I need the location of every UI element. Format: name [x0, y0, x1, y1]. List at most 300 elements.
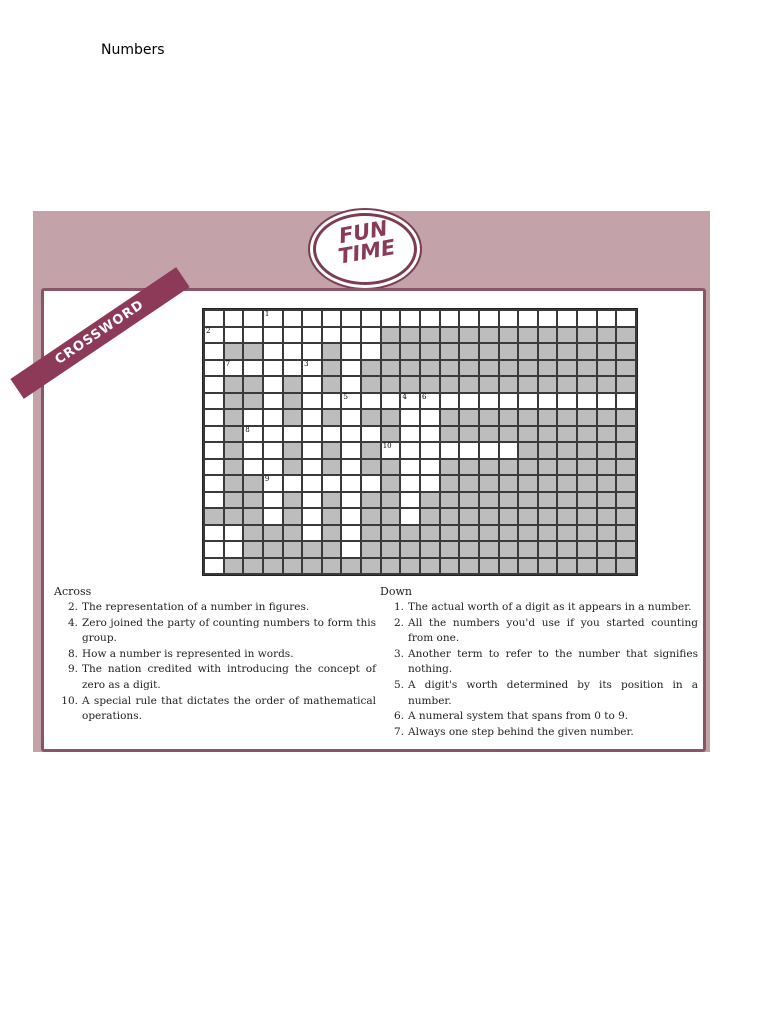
crossword-cell[interactable]: [323, 476, 341, 491]
crossword-cell[interactable]: [264, 509, 282, 524]
crossword-cell: [598, 460, 616, 475]
crossword-cell: [500, 460, 518, 475]
crossword-cell: [244, 526, 262, 541]
across-clues: [54, 585, 376, 725]
crossword-cell[interactable]: [264, 460, 282, 475]
crossword-cell: [539, 344, 557, 359]
crossword-cell: [539, 476, 557, 491]
crossword-cell: [303, 542, 321, 557]
crossword-cell: [460, 427, 478, 442]
crossword-cell: [539, 443, 557, 458]
crossword-cell[interactable]: [225, 361, 243, 376]
crossword-cell: [362, 377, 380, 392]
crossword-cell: [500, 344, 518, 359]
clue-number: 5.: [393, 678, 404, 691]
crossword-cell: [421, 361, 439, 376]
crossword-cell: [558, 443, 576, 458]
crossword-cell: [362, 410, 380, 425]
clue-number-label: 4: [402, 392, 407, 401]
crossword-cell: [460, 460, 478, 475]
crossword-cell: [323, 344, 341, 359]
crossword-cell[interactable]: [401, 493, 419, 508]
crossword-cell[interactable]: [284, 361, 302, 376]
clue-text: A special rule that dictates the order of mathematical operations.: [82, 694, 376, 723]
crossword-cell[interactable]: [303, 509, 321, 524]
crossword-cell[interactable]: [362, 344, 380, 359]
crossword-cell[interactable]: [362, 394, 380, 409]
crossword-cell: [382, 476, 400, 491]
crossword-cell: [441, 361, 459, 376]
crossword-cell[interactable]: [323, 427, 341, 442]
crossword-cell: [225, 443, 243, 458]
crossword-cell[interactable]: [342, 542, 360, 557]
crossword-cell: [519, 460, 537, 475]
crossword-cell[interactable]: [342, 476, 360, 491]
crossword-cell: [460, 542, 478, 557]
across-clue-list: [54, 600, 376, 725]
across-heading: Across: [54, 585, 92, 598]
crossword-card: [41, 288, 706, 752]
crossword-cell[interactable]: [362, 427, 380, 442]
crossword-cell: [460, 493, 478, 508]
crossword-cell: [598, 361, 616, 376]
crossword-cell[interactable]: [303, 344, 321, 359]
crossword-cell[interactable]: [342, 509, 360, 524]
crossword-cell[interactable]: [205, 493, 223, 508]
crossword-cell[interactable]: [500, 311, 518, 326]
crossword-cell[interactable]: [303, 493, 321, 508]
crossword-cell[interactable]: [421, 476, 439, 491]
crossword-cell[interactable]: [205, 328, 223, 343]
crossword-cell: [578, 427, 596, 442]
crossword-cell[interactable]: [558, 394, 576, 409]
crossword-cell[interactable]: [303, 311, 321, 326]
crossword-cell[interactable]: [500, 443, 518, 458]
crossword-cell[interactable]: [342, 394, 360, 409]
crossword-cell: [323, 509, 341, 524]
crossword-cell: [401, 328, 419, 343]
crossword-cell[interactable]: [323, 311, 341, 326]
crossword-cell[interactable]: [205, 394, 223, 409]
crossword-cell: [284, 460, 302, 475]
crossword-cell[interactable]: [303, 526, 321, 541]
crossword-cell: [558, 361, 576, 376]
down-clue-list: [380, 600, 698, 740]
crossword-cell[interactable]: [244, 311, 262, 326]
crossword-cell: [382, 542, 400, 557]
crossword-cell: [421, 344, 439, 359]
crossword-cell[interactable]: [264, 427, 282, 442]
crossword-cell[interactable]: [284, 427, 302, 442]
crossword-cell: [480, 526, 498, 541]
crossword-cell[interactable]: [598, 394, 616, 409]
crossword-cell: [342, 559, 360, 574]
crossword-cell[interactable]: [617, 311, 635, 326]
crossword-cell: [284, 509, 302, 524]
crossword-cell: [323, 542, 341, 557]
crossword-cell[interactable]: [342, 410, 360, 425]
crossword-cell[interactable]: [264, 443, 282, 458]
crossword-cell[interactable]: [284, 344, 302, 359]
crossword-cell[interactable]: [539, 311, 557, 326]
crossword-cell: [598, 377, 616, 392]
crossword-cell[interactable]: [401, 476, 419, 491]
crossword-cell: [539, 377, 557, 392]
crossword-cell: [441, 476, 459, 491]
crossword-cell: [617, 443, 635, 458]
crossword-cell: [421, 328, 439, 343]
crossword-cell: [519, 526, 537, 541]
crossword-cell: [441, 493, 459, 508]
crossword-cell: [225, 427, 243, 442]
crossword-cell[interactable]: [421, 443, 439, 458]
crossword-cell[interactable]: [205, 361, 223, 376]
crossword-cell[interactable]: [205, 377, 223, 392]
crossword-cell[interactable]: [264, 344, 282, 359]
crossword-cell[interactable]: [460, 311, 478, 326]
crossword-cell[interactable]: [342, 344, 360, 359]
crossword-cell[interactable]: [342, 377, 360, 392]
crossword-cell: [323, 361, 341, 376]
crossword-cell: [578, 377, 596, 392]
crossword-cell: [421, 509, 439, 524]
crossword-cell[interactable]: [362, 476, 380, 491]
crossword-cell: [578, 410, 596, 425]
crossword-cell: [225, 559, 243, 574]
crossword-cell[interactable]: [421, 311, 439, 326]
down-clue: [380, 600, 698, 616]
crossword-cell: [598, 328, 616, 343]
crossword-cell[interactable]: [421, 410, 439, 425]
crossword-cell: [539, 427, 557, 442]
across-clue: [54, 600, 376, 616]
crossword-cell[interactable]: [342, 427, 360, 442]
crossword-cell[interactable]: [264, 476, 282, 491]
clue-number-label: 1: [264, 310, 270, 318]
crossword-cell: [244, 377, 262, 392]
crossword-cell[interactable]: [225, 526, 243, 541]
crossword-cell: [558, 460, 576, 475]
crossword-cell: [617, 526, 635, 541]
crossword-cell: [244, 542, 262, 557]
crossword-cell: [578, 509, 596, 524]
crossword-cell[interactable]: [539, 394, 557, 409]
crossword-cell[interactable]: [342, 443, 360, 458]
crossword-cell: [401, 344, 419, 359]
clue-text: All the numbers you'd use if you started counting from one.: [408, 616, 698, 645]
crossword-cell[interactable]: [244, 361, 262, 376]
crossword-cell[interactable]: [401, 460, 419, 475]
crossword-cell[interactable]: [205, 344, 223, 359]
crossword-cell[interactable]: [342, 361, 360, 376]
crossword-cell[interactable]: [578, 394, 596, 409]
crossword-cell[interactable]: [362, 311, 380, 326]
crossword-cell: [500, 559, 518, 574]
crossword-cell: [480, 361, 498, 376]
crossword-cell: [441, 542, 459, 557]
clue-number-label: 8: [245, 425, 250, 434]
crossword-cell: [244, 509, 262, 524]
crossword-cell[interactable]: [303, 443, 321, 458]
crossword-cell: [460, 509, 478, 524]
crossword-cell: [578, 443, 596, 458]
down-clue: [380, 678, 698, 709]
crossword-cell[interactable]: [264, 377, 282, 392]
crossword-cell: [519, 476, 537, 491]
crossword-cell: [617, 559, 635, 574]
crossword-cell[interactable]: [205, 311, 223, 326]
crossword-cell[interactable]: [244, 460, 262, 475]
crossword-cell: [323, 493, 341, 508]
crossword-cell[interactable]: [303, 476, 321, 491]
crossword-cell[interactable]: [401, 410, 419, 425]
crossword-ribbon: CROSSWORD: [10, 267, 189, 399]
crossword-cell: [558, 328, 576, 343]
crossword-cell[interactable]: [225, 328, 243, 343]
crossword-cell[interactable]: [205, 559, 223, 574]
crossword-cell[interactable]: [441, 311, 459, 326]
crossword-cell[interactable]: [244, 328, 262, 343]
crossword-cell: [539, 493, 557, 508]
crossword-cell[interactable]: [617, 394, 635, 409]
crossword-cell[interactable]: [441, 394, 459, 409]
crossword-cell[interactable]: [284, 311, 302, 326]
crossword-cell: [480, 328, 498, 343]
crossword-cell: [362, 443, 380, 458]
crossword-cell[interactable]: [401, 427, 419, 442]
crossword-cell[interactable]: [342, 328, 360, 343]
crossword-cell: [460, 526, 478, 541]
crossword-cell[interactable]: [303, 460, 321, 475]
crossword-cell: [539, 559, 557, 574]
crossword-cell: [382, 410, 400, 425]
crossword-cell: [519, 410, 537, 425]
crossword-cell[interactable]: [578, 311, 596, 326]
crossword-cell[interactable]: [401, 509, 419, 524]
clue-text: The representation of a number in figures.: [82, 601, 310, 613]
crossword-cell: [617, 410, 635, 425]
clue-number: 4.: [67, 616, 78, 629]
crossword-cell: [460, 377, 478, 392]
clue-number-label: 10: [382, 442, 392, 450]
crossword-cell: [500, 410, 518, 425]
crossword-cell: [362, 526, 380, 541]
crossword-cell[interactable]: [303, 427, 321, 442]
crossword-cell[interactable]: [205, 443, 223, 458]
clue-text: Another term to refer to the number that signifies nothing.: [408, 647, 698, 676]
crossword-cell: [460, 559, 478, 574]
crossword-cell: [598, 526, 616, 541]
document-heading: Numbers: [101, 42, 165, 58]
crossword-cell: [519, 361, 537, 376]
crossword-cell: [225, 460, 243, 475]
crossword-cell[interactable]: [558, 311, 576, 326]
crossword-cell: [539, 410, 557, 425]
crossword-cell[interactable]: [244, 443, 262, 458]
crossword-cell: [284, 542, 302, 557]
crossword-cell[interactable]: [284, 476, 302, 491]
crossword-cell: [519, 493, 537, 508]
crossword-cell[interactable]: [205, 542, 223, 557]
crossword-cell[interactable]: [382, 443, 400, 458]
crossword-cell: [244, 476, 262, 491]
fun-time-badge: [313, 213, 417, 285]
crossword-cell[interactable]: [480, 311, 498, 326]
crossword-cell: [225, 509, 243, 524]
clue-number: 3.: [393, 647, 404, 660]
crossword-cell[interactable]: [441, 443, 459, 458]
crossword-cell[interactable]: [421, 427, 439, 442]
crossword-cell[interactable]: [225, 542, 243, 557]
crossword-cell: [284, 559, 302, 574]
crossword-cell[interactable]: [323, 394, 341, 409]
crossword-cell[interactable]: [205, 526, 223, 541]
crossword-cell: [539, 328, 557, 343]
crossword-cell[interactable]: [264, 361, 282, 376]
clue-number-label: 5: [343, 392, 348, 401]
crossword-cell: [500, 509, 518, 524]
crossword-cell: [323, 443, 341, 458]
crossword-cell[interactable]: [264, 328, 282, 343]
crossword-cell: [578, 493, 596, 508]
crossword-cell[interactable]: [421, 460, 439, 475]
crossword-cell: [539, 509, 557, 524]
crossword-cell[interactable]: [480, 394, 498, 409]
crossword-cell: [617, 509, 635, 524]
crossword-cell: [284, 443, 302, 458]
clue-text: How a number is represented in words.: [82, 647, 294, 660]
crossword-cell: [519, 542, 537, 557]
crossword-cell: [401, 377, 419, 392]
crossword-cell: [558, 526, 576, 541]
clue-number-label: 2: [206, 326, 211, 335]
crossword-cell: [460, 476, 478, 491]
crossword-cell: [382, 559, 400, 574]
crossword-cell[interactable]: [264, 493, 282, 508]
crossword-cell: [598, 427, 616, 442]
crossword-cell[interactable]: [421, 394, 439, 409]
crossword-cell[interactable]: [303, 328, 321, 343]
crossword-cell[interactable]: [244, 427, 262, 442]
crossword-cell: [480, 559, 498, 574]
crossword-cell[interactable]: [303, 361, 321, 376]
crossword-cell: [225, 410, 243, 425]
crossword-cell: [421, 542, 439, 557]
crossword-cell: [225, 344, 243, 359]
crossword-cell[interactable]: [303, 410, 321, 425]
crossword-cell: [362, 509, 380, 524]
crossword-cell[interactable]: [460, 394, 478, 409]
crossword-cell: [598, 476, 616, 491]
crossword-cell[interactable]: [264, 311, 282, 326]
crossword-cell: [500, 427, 518, 442]
crossword-cell: [244, 559, 262, 574]
crossword-cell[interactable]: [205, 460, 223, 475]
clue-number: 6.: [393, 710, 404, 723]
crossword-cell: [362, 361, 380, 376]
clue-number-label: 6: [422, 392, 427, 401]
crossword-cell[interactable]: [519, 394, 537, 409]
crossword-cell[interactable]: [264, 394, 282, 409]
crossword-cell: [225, 476, 243, 491]
crossword-cell[interactable]: [401, 394, 419, 409]
crossword-cell: [382, 361, 400, 376]
crossword-cell: [382, 328, 400, 343]
crossword-cell: [225, 377, 243, 392]
crossword-cell: [480, 427, 498, 442]
crossword-cell[interactable]: [382, 394, 400, 409]
crossword-cell: [519, 427, 537, 442]
clue-number-label: 7: [225, 359, 231, 368]
crossword-cell: [617, 476, 635, 491]
crossword-cell[interactable]: [342, 311, 360, 326]
crossword-cell[interactable]: [205, 476, 223, 491]
crossword-cell[interactable]: [362, 328, 380, 343]
crossword-cell: [382, 427, 400, 442]
crossword-cell: [617, 542, 635, 557]
crossword-cell[interactable]: [303, 394, 321, 409]
crossword-cell[interactable]: [323, 328, 341, 343]
crossword-cell: [519, 344, 537, 359]
crossword-cell[interactable]: [401, 311, 419, 326]
crossword-cell[interactable]: [382, 311, 400, 326]
crossword-cell[interactable]: [303, 377, 321, 392]
crossword-cell: [558, 410, 576, 425]
clue-number: 7.: [393, 725, 404, 738]
crossword-cell: [244, 493, 262, 508]
clue-number: 8.: [67, 647, 78, 660]
crossword-cell[interactable]: [342, 460, 360, 475]
crossword-cell[interactable]: [480, 443, 498, 458]
crossword-cell[interactable]: [598, 311, 616, 326]
crossword-cell[interactable]: [519, 311, 537, 326]
crossword-cell[interactable]: [284, 328, 302, 343]
crossword-cell: [362, 493, 380, 508]
crossword-cell[interactable]: [500, 394, 518, 409]
crossword-cell: [460, 410, 478, 425]
crossword-cell: [480, 542, 498, 557]
crossword-cell: [421, 526, 439, 541]
crossword-cell[interactable]: [264, 410, 282, 425]
down-heading: Down: [380, 585, 412, 598]
crossword-cell: [382, 377, 400, 392]
crossword-cell[interactable]: [225, 311, 243, 326]
crossword-cell: [441, 559, 459, 574]
crossword-cell: [519, 443, 537, 458]
crossword-cell: [617, 361, 635, 376]
clue-number: 2.: [393, 616, 404, 629]
crossword-cell: [401, 526, 419, 541]
crossword-cell[interactable]: [401, 443, 419, 458]
crossword-cell: [500, 542, 518, 557]
crossword-cell: [480, 509, 498, 524]
crossword-cell: [519, 559, 537, 574]
crossword-cell: [480, 344, 498, 359]
crossword-cell[interactable]: [244, 410, 262, 425]
crossword-cell[interactable]: [342, 493, 360, 508]
crossword-cell: [421, 377, 439, 392]
crossword-cell: [617, 493, 635, 508]
crossword-cell[interactable]: [342, 526, 360, 541]
crossword-cell[interactable]: [205, 410, 223, 425]
clue-text: A numeral system that spans from 0 to 9.: [408, 710, 629, 723]
crossword-cell[interactable]: [205, 427, 223, 442]
crossword-cell[interactable]: [460, 443, 478, 458]
clue-number: 2.: [67, 601, 78, 613]
crossword-cell: [558, 377, 576, 392]
crossword-cell: [578, 559, 596, 574]
crossword-cell: [578, 361, 596, 376]
